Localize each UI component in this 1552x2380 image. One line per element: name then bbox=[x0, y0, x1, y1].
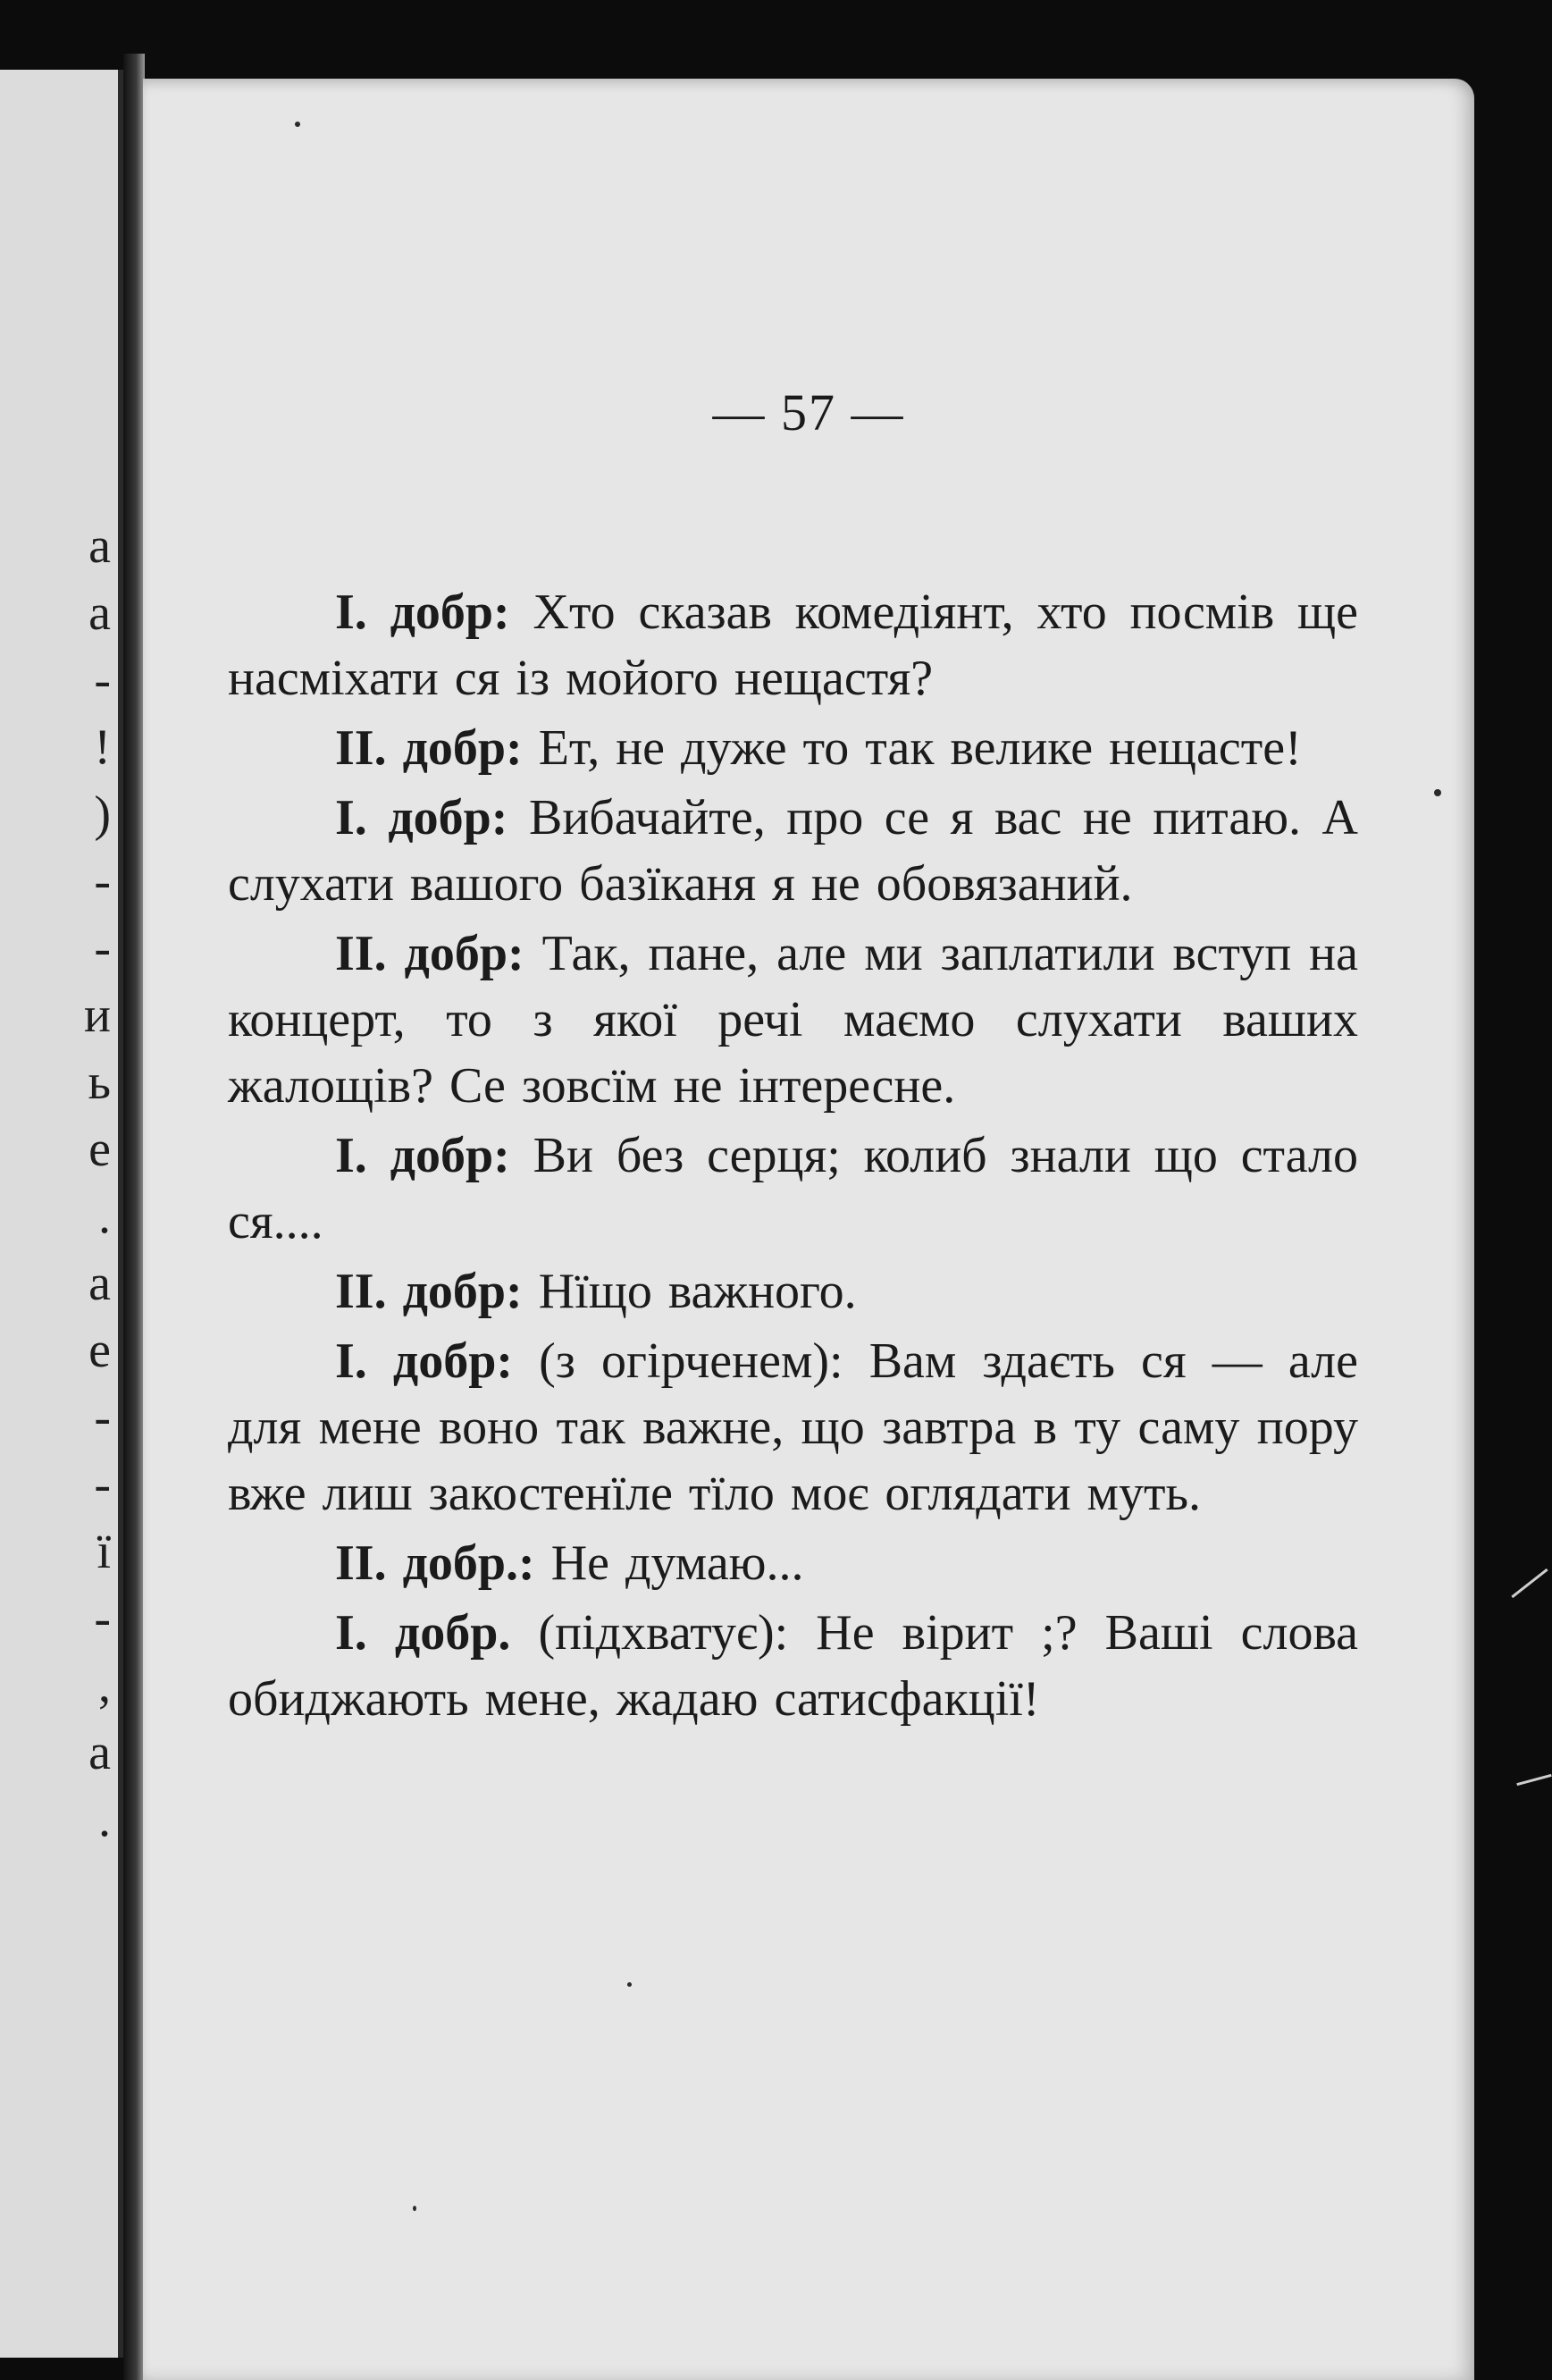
scan-edge-mark bbox=[1516, 1774, 1551, 1786]
speaker-label: II. добр: bbox=[335, 720, 523, 776]
dialogue-paragraph bbox=[228, 1600, 1358, 1732]
dialogue-text bbox=[228, 579, 1358, 1736]
dialogue-paragraph bbox=[228, 1530, 1358, 1596]
scan-speck bbox=[413, 2206, 416, 2211]
book-gutter-shadow bbox=[123, 54, 145, 2380]
left-edge-char: а bbox=[88, 1256, 111, 1311]
left-edge-char: - bbox=[94, 1390, 111, 1445]
left-edge-char: , bbox=[98, 1658, 111, 1713]
speaker-label: I. добр: bbox=[335, 1333, 514, 1389]
left-edge-char: и bbox=[84, 988, 111, 1043]
scan-speck bbox=[295, 122, 300, 127]
speaker-label: I. добр: bbox=[335, 790, 508, 845]
scan-speck bbox=[1434, 789, 1441, 796]
dialogue-line: Нїщо важного. bbox=[522, 1264, 857, 1319]
dialogue-line: Так, пане, але ми заплатили вступ на концерт, то з якої речі маємо слухати ваших жалощів? Се зовсїм не інтересне. bbox=[228, 926, 1358, 1114]
dialogue-paragraph bbox=[228, 1123, 1358, 1255]
scan-speck bbox=[627, 1982, 632, 1987]
dialogue-line: Хто сказав комедіянт, хто посмів ще насміхати ся із мойого нещастя? bbox=[228, 584, 1359, 706]
speaker-label: I. добр: bbox=[335, 1128, 510, 1183]
dialogue-line: Ви без серця; колиб знали що стало ся.... bbox=[228, 1128, 1358, 1249]
left-edge-char: а bbox=[88, 518, 111, 574]
dialogue-paragraph bbox=[228, 579, 1358, 711]
page-number: — 57 — bbox=[712, 383, 905, 442]
left-edge-char: . bbox=[98, 1189, 111, 1244]
speaker-label: I. добр. bbox=[335, 1605, 511, 1661]
left-edge-char: - bbox=[94, 921, 111, 976]
scan-edge-mark bbox=[1511, 1568, 1548, 1598]
left-edge-char: ! bbox=[94, 719, 111, 775]
dialogue-paragraph bbox=[228, 785, 1358, 917]
speaker-label: I. добр: bbox=[335, 584, 510, 640]
dialogue-paragraph bbox=[228, 1328, 1358, 1526]
previous-page-edge bbox=[0, 70, 123, 2358]
left-edge-char: е bbox=[88, 1122, 111, 1177]
dialogue-line: Ет, не дуже то так велике нещасте! bbox=[522, 720, 1302, 776]
left-edge-char: ь bbox=[88, 1055, 111, 1110]
left-edge-char: - bbox=[94, 1591, 111, 1646]
left-edge-char: - bbox=[94, 854, 111, 909]
dialogue-line: (з огірченем): Вам здаєть ся — але для мене воно так важне, що завтра в ту саму пору вже лиш закостенїле тїло моє оглядати муть. bbox=[228, 1333, 1358, 1521]
dialogue-line: (підхватує): Не вірит ;? Ваші слова обиджають мене, жадаю сатисфакції! bbox=[228, 1605, 1359, 1727]
left-edge-char: а bbox=[88, 585, 111, 641]
speaker-label: II. добр.: bbox=[335, 1535, 535, 1591]
speaker-label: II. добр: bbox=[335, 1264, 523, 1319]
left-edge-char: . bbox=[98, 1792, 111, 1847]
dialogue-line: Вибачайте, про се я вас не питаю. А слухати вашого базїканя я не обовязаний. bbox=[228, 790, 1359, 912]
left-edge-char: - bbox=[94, 652, 111, 708]
speaker-label: II. добр: bbox=[335, 926, 524, 981]
dialogue-line: Не думаю... bbox=[534, 1535, 804, 1591]
left-edge-char: а bbox=[88, 1725, 111, 1780]
dialogue-paragraph bbox=[228, 1258, 1358, 1325]
left-edge-char: - bbox=[94, 1457, 111, 1512]
left-edge-char: ) bbox=[94, 786, 111, 842]
dialogue-paragraph bbox=[228, 921, 1358, 1119]
dialogue-paragraph bbox=[228, 715, 1358, 781]
book-page bbox=[143, 79, 1474, 2380]
left-edge-char: е bbox=[88, 1323, 111, 1378]
left-edge-char: ї bbox=[96, 1524, 111, 1579]
